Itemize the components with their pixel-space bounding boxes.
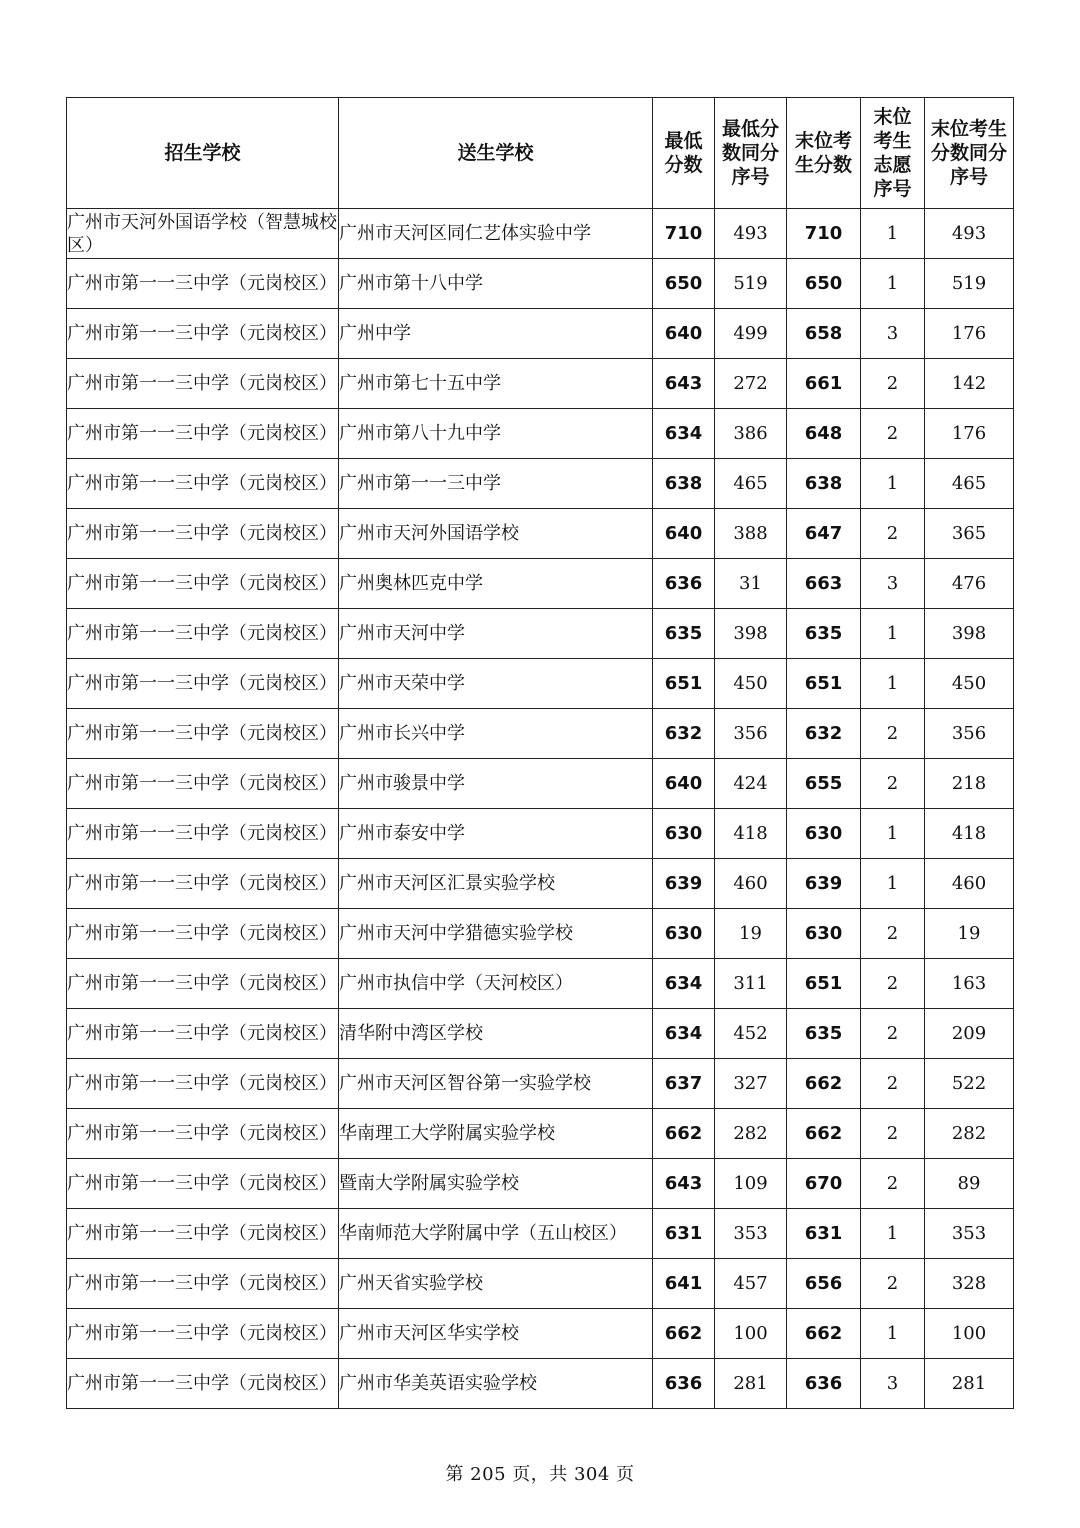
admitting-school-cell: 广州市天河外国语学校（智慧城校区） [67, 209, 339, 259]
admitting-school-cell: 广州市第一一三中学（元岗校区） [67, 559, 339, 609]
min-score-cell: 643 [653, 359, 715, 409]
min-score-cell: 639 [653, 859, 715, 909]
admitting-school-cell: 广州市第一一三中学（元岗校区） [67, 859, 339, 909]
table-row [67, 959, 1014, 1009]
min-score-tie-rank-cell: 109 [715, 1159, 787, 1209]
min-score-cell: 630 [653, 909, 715, 959]
last-student-tie-rank-cell: 176 [925, 409, 1014, 459]
last-student-score-cell: 635 [787, 1009, 861, 1059]
table-row [67, 309, 1014, 359]
header-min-score-tie-rank [715, 98, 787, 209]
last-student-choice-rank-cell: 1 [861, 259, 925, 309]
header-last-student-tie-rank [925, 98, 1014, 209]
admitting-school-cell: 广州市第一一三中学（元岗校区） [67, 409, 339, 459]
last-student-score-cell: 662 [787, 1309, 861, 1359]
min-score-tie-rank-cell: 388 [715, 509, 787, 559]
admissions-table-container [66, 97, 1013, 1409]
sending-school-cell: 广州市天荣中学 [339, 659, 653, 709]
min-score-tie-rank-cell: 424 [715, 759, 787, 809]
last-student-choice-rank-cell: 2 [861, 1009, 925, 1059]
last-student-choice-rank-cell: 1 [861, 859, 925, 909]
last-student-choice-rank-cell: 1 [861, 459, 925, 509]
admitting-school-cell: 广州市第一一三中学（元岗校区） [67, 1009, 339, 1059]
last-student-score-cell: 655 [787, 759, 861, 809]
sending-school-cell: 广州市第一一三中学 [339, 459, 653, 509]
min-score-cell: 651 [653, 659, 715, 709]
last-student-choice-rank-cell: 2 [861, 709, 925, 759]
last-student-choice-rank-cell: 1 [861, 659, 925, 709]
min-score-cell: 636 [653, 1359, 715, 1409]
last-student-tie-rank-cell: 282 [925, 1109, 1014, 1159]
min-score-tie-rank-cell: 398 [715, 609, 787, 659]
sending-school-cell: 广州市第八十九中学 [339, 409, 653, 459]
sending-school-cell: 广州市天河区华实学校 [339, 1309, 653, 1359]
min-score-cell: 630 [653, 809, 715, 859]
last-student-score-cell: 670 [787, 1159, 861, 1209]
min-score-tie-rank-cell: 418 [715, 809, 787, 859]
header-last-student-choice-rank [861, 98, 925, 209]
admitting-school-cell: 广州市第一一三中学（元岗校区） [67, 309, 339, 359]
admitting-school-cell: 广州市第一一三中学（元岗校区） [67, 1159, 339, 1209]
last-student-tie-rank-cell: 89 [925, 1159, 1014, 1209]
header-text-line: 末位 [873, 106, 912, 128]
last-student-tie-rank-cell: 163 [925, 959, 1014, 1009]
table-row [67, 509, 1014, 559]
last-student-tie-rank-cell: 142 [925, 359, 1014, 409]
last-student-choice-rank-cell: 1 [861, 209, 925, 259]
last-student-score-cell: 651 [787, 959, 861, 1009]
sending-school-cell: 广州中学 [339, 309, 653, 359]
last-student-tie-rank-cell: 281 [925, 1359, 1014, 1409]
min-score-cell: 634 [653, 409, 715, 459]
table-row [67, 859, 1014, 909]
header-text-line: 送生学校 [457, 142, 534, 164]
admitting-school-cell: 广州市第一一三中学（元岗校区） [67, 1059, 339, 1109]
last-student-tie-rank-cell: 209 [925, 1009, 1014, 1059]
last-student-tie-rank-cell: 100 [925, 1309, 1014, 1359]
min-score-tie-rank-cell: 452 [715, 1009, 787, 1059]
last-student-score-cell: 631 [787, 1209, 861, 1259]
admitting-school-cell: 广州市第一一三中学（元岗校区） [67, 759, 339, 809]
min-score-cell: 635 [653, 609, 715, 659]
header-text-line: 分数同分 [930, 142, 1007, 164]
min-score-cell: 634 [653, 1009, 715, 1059]
min-score-tie-rank-cell: 519 [715, 259, 787, 309]
min-score-cell: 631 [653, 1209, 715, 1259]
admitting-school-cell: 广州市第一一三中学（元岗校区） [67, 959, 339, 1009]
sending-school-cell: 清华附中湾区学校 [339, 1009, 653, 1059]
min-score-tie-rank-cell: 450 [715, 659, 787, 709]
admitting-school-cell: 广州市第一一三中学（元岗校区） [67, 359, 339, 409]
header-last-student-score [787, 98, 861, 209]
table-row [67, 1209, 1014, 1259]
sending-school-cell: 广州市天河区智谷第一实验学校 [339, 1059, 653, 1109]
min-score-cell: 638 [653, 459, 715, 509]
last-student-choice-rank-cell: 1 [861, 609, 925, 659]
admitting-school-cell: 广州市第一一三中学（元岗校区） [67, 1309, 339, 1359]
table-row [67, 259, 1014, 309]
last-student-score-cell: 651 [787, 659, 861, 709]
last-student-score-cell: 630 [787, 909, 861, 959]
last-student-score-cell: 632 [787, 709, 861, 759]
min-score-cell: 710 [653, 209, 715, 259]
admitting-school-cell: 广州市第一一三中学（元岗校区） [67, 809, 339, 859]
last-student-tie-rank-cell: 356 [925, 709, 1014, 759]
last-student-tie-rank-cell: 353 [925, 1209, 1014, 1259]
last-student-choice-rank-cell: 2 [861, 1059, 925, 1109]
last-student-choice-rank-cell: 2 [861, 1159, 925, 1209]
last-student-tie-rank-cell: 465 [925, 459, 1014, 509]
last-student-score-cell: 662 [787, 1059, 861, 1109]
header-text-line: 最低分 [721, 118, 779, 140]
admitting-school-cell: 广州市第一一三中学（元岗校区） [67, 1209, 339, 1259]
sending-school-cell: 广州市第七十五中学 [339, 359, 653, 409]
header-text-line: 生分数 [794, 154, 852, 176]
last-student-score-cell: 710 [787, 209, 861, 259]
header-sending-school [339, 98, 653, 209]
last-student-tie-rank-cell: 519 [925, 259, 1014, 309]
min-score-cell: 662 [653, 1309, 715, 1359]
min-score-tie-rank-cell: 311 [715, 959, 787, 1009]
table-row [67, 809, 1014, 859]
last-student-choice-rank-cell: 3 [861, 309, 925, 359]
last-student-tie-rank-cell: 476 [925, 559, 1014, 609]
min-score-cell: 632 [653, 709, 715, 759]
last-student-score-cell: 648 [787, 409, 861, 459]
table-row [67, 709, 1014, 759]
last-student-choice-rank-cell: 2 [861, 1109, 925, 1159]
sending-school-cell: 广州天省实验学校 [339, 1259, 653, 1309]
last-student-tie-rank-cell: 365 [925, 509, 1014, 559]
table-row [67, 1059, 1014, 1109]
last-student-tie-rank-cell: 493 [925, 209, 1014, 259]
header-text-line: 末位考生 [930, 118, 1007, 140]
last-student-choice-rank-cell: 2 [861, 1259, 925, 1309]
last-student-tie-rank-cell: 522 [925, 1059, 1014, 1109]
last-student-score-cell: 662 [787, 1109, 861, 1159]
last-student-score-cell: 639 [787, 859, 861, 909]
admitting-school-cell: 广州市第一一三中学（元岗校区） [67, 659, 339, 709]
table-row [67, 1109, 1014, 1159]
last-student-tie-rank-cell: 19 [925, 909, 1014, 959]
min-score-tie-rank-cell: 353 [715, 1209, 787, 1259]
table-row [67, 1309, 1014, 1359]
min-score-cell: 640 [653, 509, 715, 559]
min-score-tie-rank-cell: 281 [715, 1359, 787, 1409]
last-student-choice-rank-cell: 2 [861, 359, 925, 409]
last-student-score-cell: 635 [787, 609, 861, 659]
table-row [67, 759, 1014, 809]
header-text-line: 序号 [949, 166, 988, 188]
sending-school-cell: 广州市天河区汇景实验学校 [339, 859, 653, 909]
min-score-cell: 636 [653, 559, 715, 609]
header-text-line: 分数 [664, 154, 703, 176]
last-student-score-cell: 630 [787, 809, 861, 859]
admissions-table [66, 97, 1014, 1409]
min-score-cell: 637 [653, 1059, 715, 1109]
table-row [67, 459, 1014, 509]
last-student-choice-rank-cell: 2 [861, 959, 925, 1009]
last-student-score-cell: 647 [787, 509, 861, 559]
last-student-score-cell: 650 [787, 259, 861, 309]
table-row [67, 359, 1014, 409]
sending-school-cell: 暨南大学附属实验学校 [339, 1159, 653, 1209]
min-score-tie-rank-cell: 493 [715, 209, 787, 259]
admitting-school-cell: 广州市第一一三中学（元岗校区） [67, 509, 339, 559]
min-score-cell: 643 [653, 1159, 715, 1209]
last-student-choice-rank-cell: 1 [861, 1209, 925, 1259]
admitting-school-cell: 广州市第一一三中学（元岗校区） [67, 609, 339, 659]
sending-school-cell: 广州市天河外国语学校 [339, 509, 653, 559]
header-min-score [653, 98, 715, 209]
min-score-cell: 662 [653, 1109, 715, 1159]
admitting-school-cell: 广州市第一一三中学（元岗校区） [67, 1109, 339, 1159]
min-score-tie-rank-cell: 460 [715, 859, 787, 909]
table-row [67, 209, 1014, 259]
sending-school-cell: 华南师范大学附属中学（五山校区） [339, 1209, 653, 1259]
min-score-cell: 640 [653, 309, 715, 359]
sending-school-cell: 广州市华美英语实验学校 [339, 1359, 653, 1409]
min-score-cell: 650 [653, 259, 715, 309]
header-text-line: 招生学校 [164, 142, 241, 164]
admitting-school-cell: 广州市第一一三中学（元岗校区） [67, 1259, 339, 1309]
last-student-choice-rank-cell: 3 [861, 559, 925, 609]
table-row [67, 1009, 1014, 1059]
sending-school-cell: 广州市第十八中学 [339, 259, 653, 309]
table-row [67, 659, 1014, 709]
table-row [67, 409, 1014, 459]
sending-school-cell: 广州市长兴中学 [339, 709, 653, 759]
min-score-tie-rank-cell: 465 [715, 459, 787, 509]
sending-school-cell: 广州市骏景中学 [339, 759, 653, 809]
sending-school-cell: 广州市天河中学猎德实验学校 [339, 909, 653, 959]
min-score-tie-rank-cell: 457 [715, 1259, 787, 1309]
header-text-line: 考生 [873, 130, 912, 152]
min-score-cell: 640 [653, 759, 715, 809]
table-row [67, 559, 1014, 609]
min-score-tie-rank-cell: 282 [715, 1109, 787, 1159]
last-student-choice-rank-cell: 2 [861, 759, 925, 809]
header-row [67, 98, 1014, 209]
last-student-choice-rank-cell: 1 [861, 1309, 925, 1359]
table-row [67, 1359, 1014, 1409]
last-student-tie-rank-cell: 450 [925, 659, 1014, 709]
admitting-school-cell: 广州市第一一三中学（元岗校区） [67, 709, 339, 759]
sending-school-cell: 广州奥林匹克中学 [339, 559, 653, 609]
min-score-tie-rank-cell: 386 [715, 409, 787, 459]
header-text-line: 序号 [873, 178, 912, 200]
last-student-tie-rank-cell: 398 [925, 609, 1014, 659]
min-score-cell: 634 [653, 959, 715, 1009]
table-body [67, 209, 1014, 1409]
admitting-school-cell: 广州市第一一三中学（元岗校区） [67, 909, 339, 959]
min-score-tie-rank-cell: 272 [715, 359, 787, 409]
admitting-school-cell: 广州市第一一三中学（元岗校区） [67, 259, 339, 309]
header-text-line: 数同分 [721, 142, 779, 164]
min-score-cell: 641 [653, 1259, 715, 1309]
last-student-score-cell: 638 [787, 459, 861, 509]
sending-school-cell: 广州市天河区同仁艺体实验中学 [339, 209, 653, 259]
last-student-tie-rank-cell: 460 [925, 859, 1014, 909]
last-student-choice-rank-cell: 1 [861, 809, 925, 859]
last-student-score-cell: 656 [787, 1259, 861, 1309]
admitting-school-cell: 广州市第一一三中学（元岗校区） [67, 459, 339, 509]
table-header [67, 98, 1014, 209]
min-score-tie-rank-cell: 327 [715, 1059, 787, 1109]
table-row [67, 909, 1014, 959]
min-score-tie-rank-cell: 356 [715, 709, 787, 759]
last-student-score-cell: 663 [787, 559, 861, 609]
min-score-tie-rank-cell: 499 [715, 309, 787, 359]
last-student-score-cell: 661 [787, 359, 861, 409]
last-student-tie-rank-cell: 328 [925, 1259, 1014, 1309]
header-text-line: 序号 [731, 166, 770, 188]
header-text-line: 末位考 [794, 130, 852, 152]
last-student-choice-rank-cell: 2 [861, 509, 925, 559]
last-student-choice-rank-cell: 3 [861, 1359, 925, 1409]
sending-school-cell: 广州市天河中学 [339, 609, 653, 659]
sending-school-cell: 华南理工大学附属实验学校 [339, 1109, 653, 1159]
table-row [67, 609, 1014, 659]
last-student-tie-rank-cell: 218 [925, 759, 1014, 809]
sending-school-cell: 广州市泰安中学 [339, 809, 653, 859]
last-student-choice-rank-cell: 2 [861, 909, 925, 959]
min-score-tie-rank-cell: 100 [715, 1309, 787, 1359]
last-student-score-cell: 658 [787, 309, 861, 359]
last-student-tie-rank-cell: 176 [925, 309, 1014, 359]
header-admitting-school [67, 98, 339, 209]
sending-school-cell: 广州市执信中学（天河校区） [339, 959, 653, 1009]
min-score-tie-rank-cell: 31 [715, 559, 787, 609]
header-text-line: 最低 [664, 130, 703, 152]
table-row [67, 1259, 1014, 1309]
last-student-choice-rank-cell: 2 [861, 409, 925, 459]
last-student-tie-rank-cell: 418 [925, 809, 1014, 859]
last-student-score-cell: 636 [787, 1359, 861, 1409]
admitting-school-cell: 广州市第一一三中学（元岗校区） [67, 1359, 339, 1409]
table-row [67, 1159, 1014, 1209]
page-footer: 第 205 页，共 304 页 [445, 1464, 635, 1485]
min-score-tie-rank-cell: 19 [715, 909, 787, 959]
header-text-line: 志愿 [873, 154, 912, 176]
